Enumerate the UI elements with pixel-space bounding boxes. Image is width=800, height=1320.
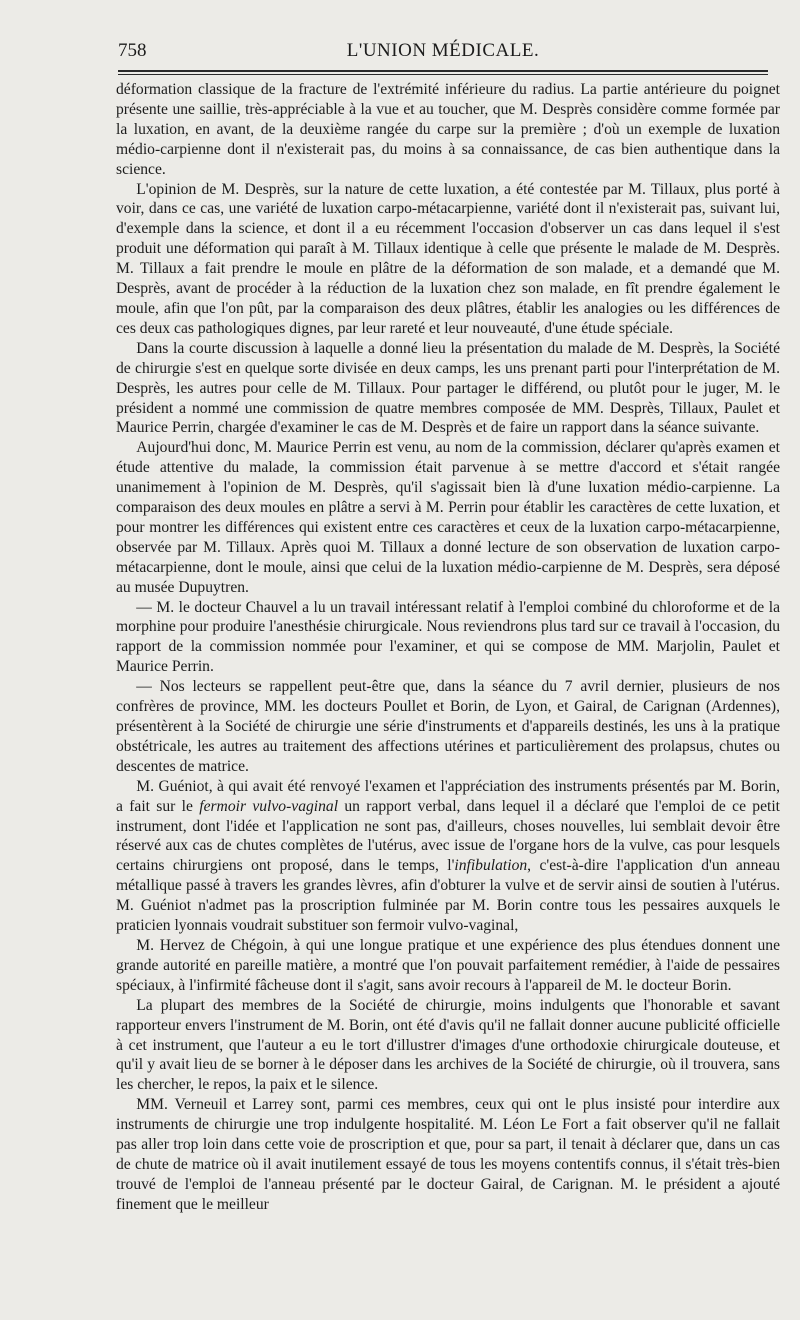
header-rule bbox=[118, 70, 768, 72]
header-rule-thin bbox=[118, 74, 768, 75]
paragraph-8: M. Hervez de Chégoin, à qui une longue pratique et une expérience des plus étendues donnent une grande autorité en pareille matière, a montré que l'on pouvait parfaitement remédier, à l'aide de pessaires spéciaux, à l'infirmité fâcheuse dont il s'agit, sans avoir recours à l'appareil de M. le docteur Borin. bbox=[116, 936, 780, 994]
paragraph-7-part-1: M. Guéniot, à qui avait été renvoyé l'examen et l'appréciation des instruments présentés par M. Borin, a fait sur le bbox=[116, 777, 780, 815]
running-title: L'UNION MÉDICALE. bbox=[346, 40, 540, 61]
page-header bbox=[118, 36, 768, 66]
paragraph-5: — M. le docteur Chauvel a lu un travail intéressant relatif à l'emploi combiné du chloroforme et de la morphine pour produire l'anesthésie chirurgicale. Nous reviendrons plus tard sur ce travail à l'occasion, du rapport de la commission nommée pour l'examiner, et qui se compose de MM. Marjolin, Paulet et Maurice Perrin. bbox=[116, 598, 780, 676]
fermoir-term: fermoir vulvo-vaginal bbox=[199, 797, 339, 815]
paragraph-9: La plupart des membres de la Société de chirurgie, moins indulgents que l'honorable et savant rapporteur envers l'instrument de M. Borin, ont été d'avis qu'il ne fallait donner aucune publicité officielle à cet instrument, que l'auteur a eu le tort d'illustrer d'images d'une orthodoxie chirurgicale douteuse, et qu'il y avait lieu de se borner à le déposer dans les archives de la Société de chirurgie, où il trouvera, sans les chercher, le repos, la paix et le silence. bbox=[116, 996, 780, 1094]
paragraph-1: déformation classique de la fracture de l'extrémité inférieure du radius. La partie antérieure du poignet présente une saillie, très-appréciable à la vue et au toucher, que M. Desprès considère comme formée par la luxation, en avant, de la deuxième rangée du carpe sur la première ; d'où un exemple de luxation médio-carpienne dont il n'existerait pas, du moins à sa connaissance, de cas bien authentique dans la science. bbox=[116, 81, 780, 178]
paragraph-7-part-2: un rapport verbal, dans lequel il a déclaré que l'emploi de ce petit instrument, dont l'idée et l'application ne sont pas, d'ailleurs, choses nouvelles, lui semblait devoir être réservé aux cas de chutes complètes de l'utérus, avec issue de l'organe hors de la vulve, cas pour lesquels certains chirurgiens ont proposé, dans le temps, l' bbox=[116, 797, 781, 875]
article-body bbox=[116, 80, 780, 1215]
paragraph-7 bbox=[116, 777, 780, 936]
infibulation-term: infibulation bbox=[454, 857, 528, 875]
page-number: 758 bbox=[118, 40, 147, 61]
paragraph-6: — Nos lecteurs se rappellent peut-être que, dans la séance du 7 avril dernier, plusieurs de nos confrères de province, MM. les docteurs Poullet et Borin, de Lyon, et Gairal, de Carignan (Ardennes), présentèrent à la Société de chirurgie une série d'instruments et d'appareils destinés, les uns à la pratique obstétricale, les autres au traitement des affections utérines et particulièrement des prolapsus, chutes ou descentes de matrice. bbox=[116, 678, 780, 775]
paragraph-4: Aujourd'hui donc, M. Maurice Perrin est venu, au nom de la commission, déclarer qu'après examen et étude attentive du malade, la commission était parvenue à se mettre d'accord et s'était rangée unanimement à l'opinion de M. Desprès, qu'il s'agissait bien là d'une luxation médio-carpienne. La comparaison des deux moules en plâtre a servi à M. Perrin pour établir les caractères de cette luxation, et pour montrer les différences qui existent entre ces caractères et ceux de la luxation carpo-métacarpienne, observée par M. Tillaux. Après quoi M. Tillaux a donné lecture de son observation de luxation carpo-métacarpienne, dont le moule, ainsi que celui de la luxation médio-carpienne de M. Desprès, sera déposé au musée Dupuytren. bbox=[116, 439, 780, 596]
paragraph-2: L'opinion de M. Desprès, sur la nature de cette luxation, a été contestée par M. Tillaux, plus porté à voir, dans ce cas, une variété de luxation carpo-métacarpienne, variété dont il n'existerait pas, suivant lui, d'exemple dans la science, et dont il a eu récemment l'occasion d'observer un cas dans lequel il s'est produit une déformation qui paraît à M. Tillaux identique à celle que présente le malade de M. Desprès. M. Tillaux a fait prendre le moule en plâtre de la déformation de son malade, et a demandé que M. Desprès, avant de procéder à la réduction de la luxation chez son malade, en fît prendre également le moule, afin que l'on pût, par la comparaison des deux plâtres, établir les analogies ou les différences de ces deux cas pathologiques dignes, par leur rareté et leur nouveauté, d'une étude spéciale. bbox=[116, 180, 780, 337]
paragraph-10: MM. Verneuil et Larrey sont, parmi ces membres, ceux qui ont le plus insisté pour interdire aux instruments de chirurgie une trop indulgente hospitalité. M. Léon Le Fort a fait observer qu'il ne fallait pas aller trop loin dans cette voie de proscription et que, pour sa part, il tenait à déclarer que, dans un cas de chute de matrice où il avait inutilement essayé de tous les moyens contentifs connus, il s'était très-bien trouvé de l'emploi de l'anneau présenté par le docteur Gairal, de Carignan. M. le président a ajouté finement que le meilleur bbox=[116, 1096, 780, 1213]
paragraph-3: Dans la courte discussion à laquelle a donné lieu la présentation du malade de M. Desprès, la Société de chirurgie s'est en quelque sorte divisée en deux camps, les uns prenant parti pour l'interprétation de M. Desprès, les autres pour celle de M. Tillaux. Pour partager le différend, ou plutôt pour le juger, M. le président a nommé une commission de quatre membres composée de MM. Desprès, Tillaux, Paulet et Maurice Perrin, chargée d'examiner le cas de M. Desprès et de faire un rapport dans la séance suivante. bbox=[116, 339, 780, 437]
paragraph-7-part-3: , c'est-à-dire l'application d'un anneau métallique passé à travers les grandes lèvres, afin d'obturer la vulve et de servir ainsi de soutien à l'utérus. M. Guéniot n'admet pas la proscription fulminée par M. Borin contre tous les pessaires auxquels le praticien lyonnais voudrait substituer son fermoir vulvo-vaginal, bbox=[116, 857, 780, 935]
